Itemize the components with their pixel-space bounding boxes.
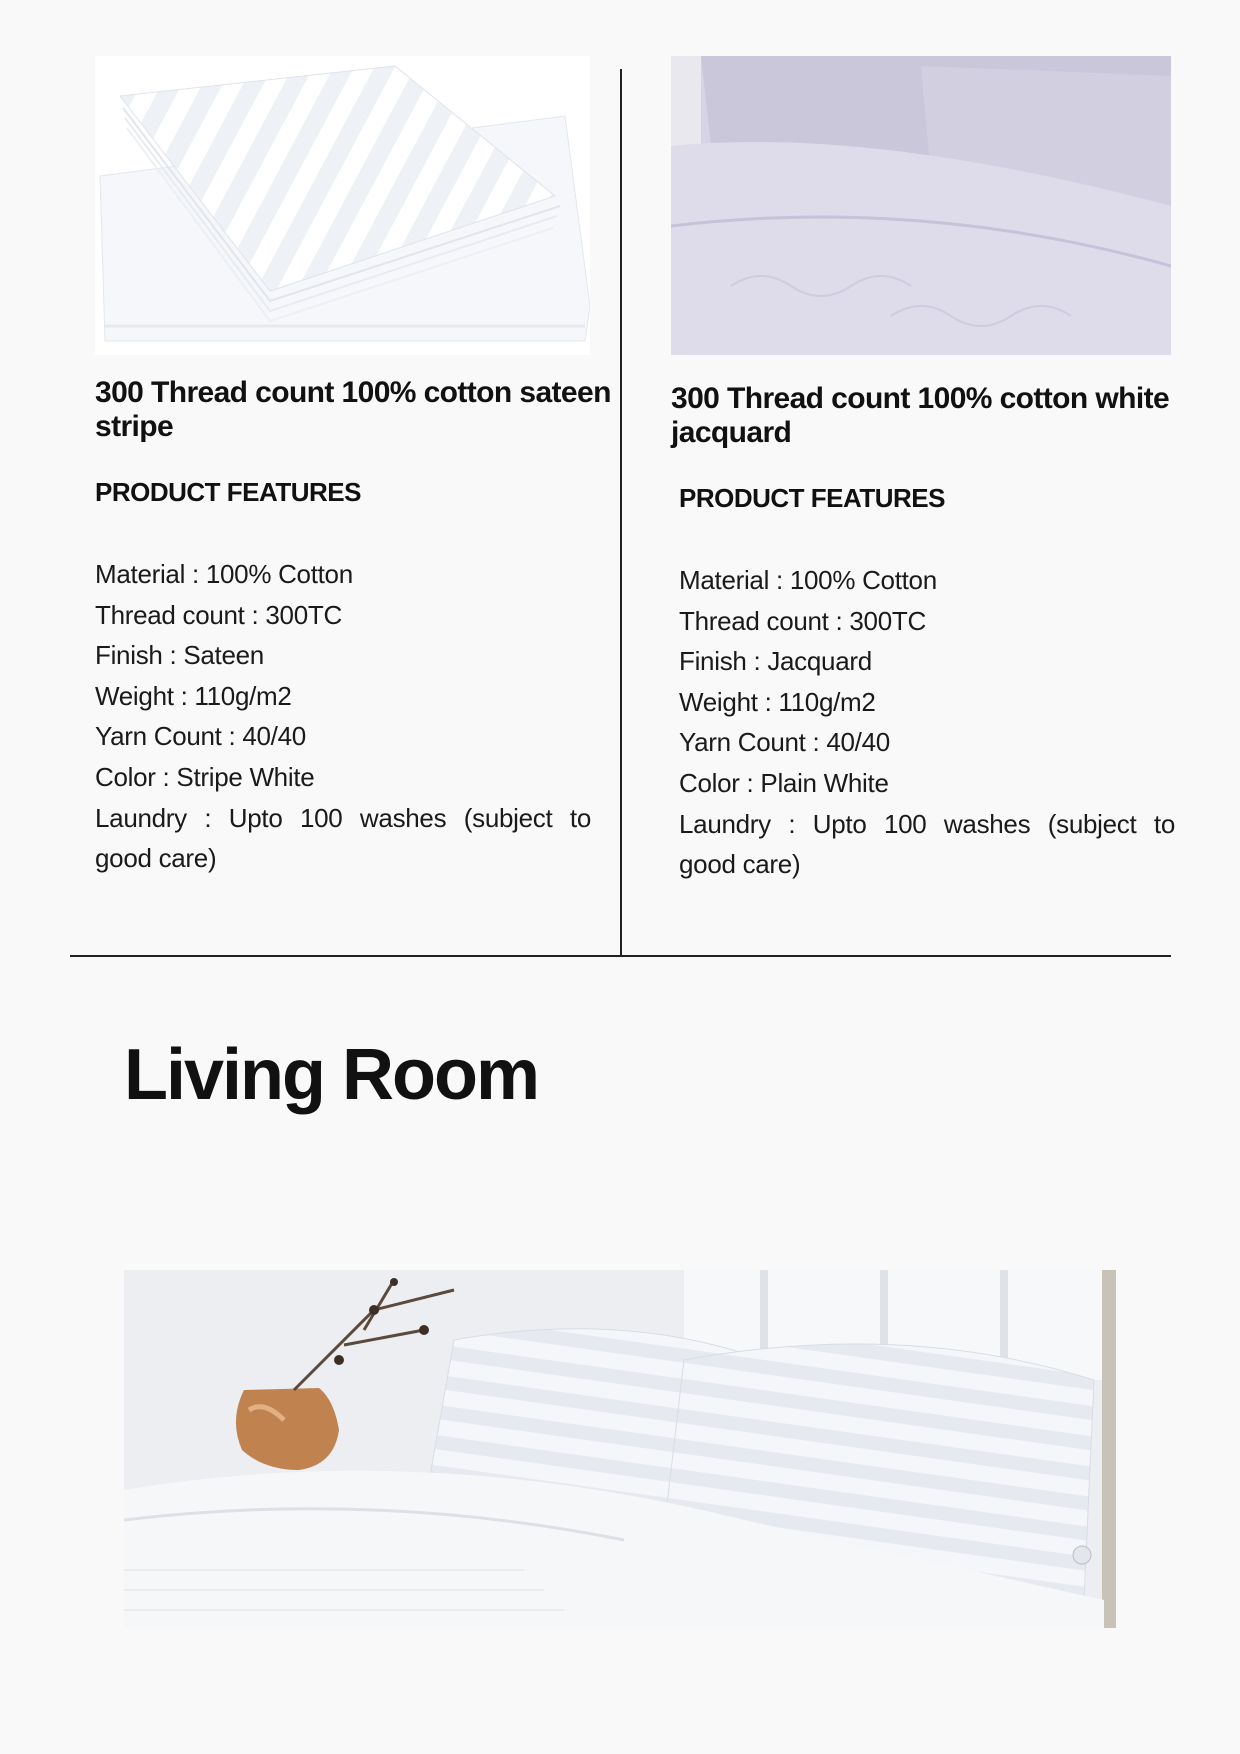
spec-material: Material : 100% Cotton <box>679 565 937 595</box>
living-room-bedding-image <box>124 1270 1116 1628</box>
section-divider <box>70 955 1171 957</box>
section-title: Living Room <box>124 1035 538 1115</box>
spec-color: Color : Plain White <box>679 767 889 798</box>
spec-finish: Finish : Jacquard <box>679 646 872 677</box>
spec-material: Material : 100% Cotton <box>95 559 353 589</box>
white-jacquard-bedding-image <box>671 56 1171 355</box>
spec-laundry: Laundry : Upto 100 washes (subject to good care) <box>679 808 1175 880</box>
spec-thread-count: Thread count : 300TC <box>679 605 926 636</box>
spec-color: Color : Stripe White <box>95 761 315 792</box>
product-spec-list <box>679 560 1175 885</box>
sateen-stripe-sheet-image <box>95 56 590 355</box>
spec-weight: Weight : 110g/m2 <box>95 680 292 711</box>
product-title: 300 Thread count 100% cotton white jacquard <box>671 382 1170 449</box>
product-spec-list <box>95 554 591 879</box>
spec-thread-count: Thread count : 300TC <box>95 599 342 630</box>
spec-finish: Finish : Sateen <box>95 640 264 671</box>
product-features-heading: PRODUCT FEATURES <box>679 483 945 513</box>
spec-yarn-count: Yarn Count : 40/40 <box>679 727 890 758</box>
spec-laundry: Laundry : Upto 100 washes (subject to good care) <box>95 802 591 874</box>
spec-weight: Weight : 110g/m2 <box>679 686 876 717</box>
product-title: 300 Thread count 100% cotton sateen stripe <box>95 376 611 443</box>
product-features-heading: PRODUCT FEATURES <box>95 477 361 507</box>
column-divider <box>620 69 622 955</box>
spec-yarn-count: Yarn Count : 40/40 <box>95 721 306 752</box>
